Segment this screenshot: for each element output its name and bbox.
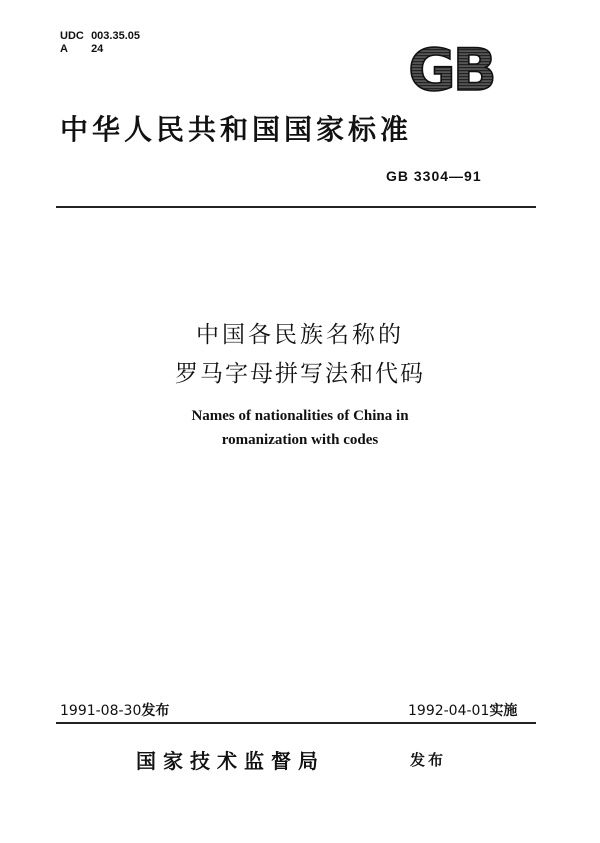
udc-row <box>60 30 140 43</box>
implement-date-block <box>408 700 517 720</box>
gb-logo-text: GB <box>408 40 494 96</box>
udc-value: 003.35.05 <box>91 30 140 42</box>
top-divider <box>56 206 536 208</box>
category-row <box>60 43 140 56</box>
category-label: A <box>60 43 68 55</box>
title-en-line1: Names of nationalities of China in <box>191 408 409 424</box>
gb-logo <box>396 40 506 96</box>
title-cn-line2: 罗马字母拼写法和代码 <box>175 361 425 387</box>
category-value: 24 <box>91 43 104 55</box>
classification-block <box>60 30 140 56</box>
issue-label: 发布 <box>141 703 170 719</box>
implement-label: 实施 <box>489 703 518 719</box>
publisher-name: 国家技术监督局 <box>136 749 325 773</box>
implement-date: 1992-04-01 <box>408 703 490 719</box>
bottom-divider <box>56 722 536 724</box>
publish-label: 发布 <box>410 751 447 769</box>
title-cn-line1: 中国各民族名称的 <box>196 322 404 348</box>
standard-code: GB 3304—91 <box>386 168 482 184</box>
udc-label: UDC <box>60 30 84 42</box>
title-en-line2: romanization with codes <box>221 432 379 448</box>
issue-date: 1991-08-30 <box>60 703 142 719</box>
issue-date-block <box>60 700 169 720</box>
national-standard-heading: 中华人民共和国国家标准 <box>60 113 413 146</box>
